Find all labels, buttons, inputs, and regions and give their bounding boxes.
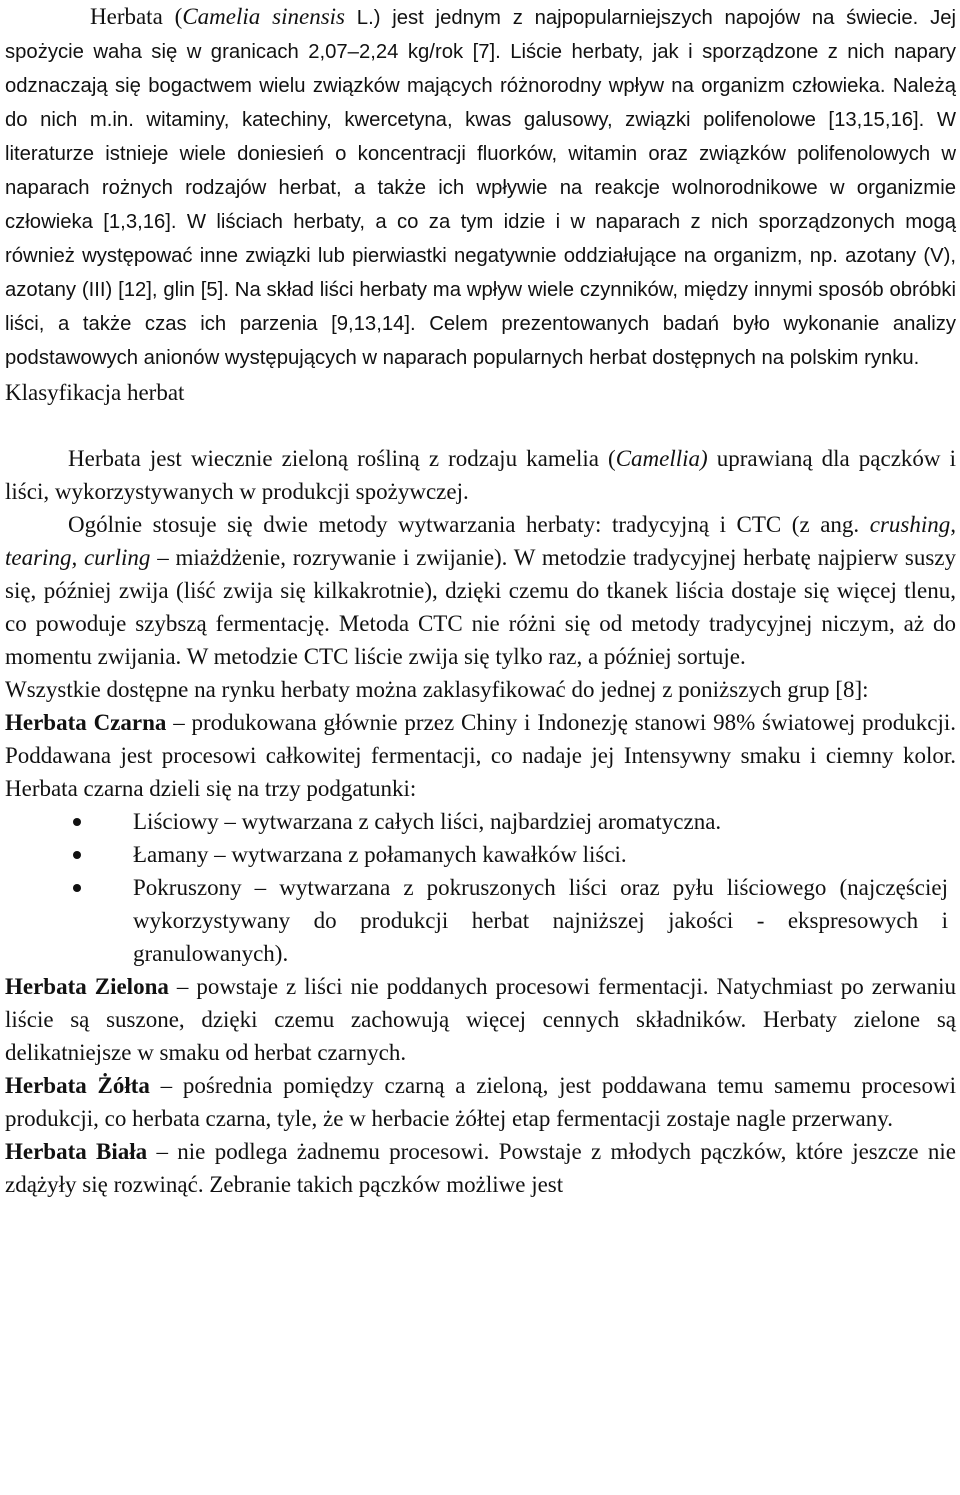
bullet-icon xyxy=(73,884,81,892)
intro-paragraph xyxy=(5,0,956,376)
intro-latin-name: Camelia sinensis xyxy=(182,4,346,29)
yellow-tea-paragraph xyxy=(5,1069,956,1135)
green-tea-desc: – powstaje z liści nie poddanych procesowi fermentacji. Natychmiast po zerwaniu liście są suszone, dzięki czemu zachowują więcej cennych składników. Herbaty zielone są delikatniejsze w smaku od herbat czarnych. xyxy=(5,974,956,1065)
plant-text-end: uprawianą dla pączków i liści, wykorzystywanych w produkcji spożywczej. xyxy=(5,446,956,504)
list-item xyxy=(5,871,956,970)
white-tea-paragraph xyxy=(5,1135,956,1201)
subtype-text: Pokruszony – wytwarzana z pokruszonych liści oraz pyłu liściowego (najczęściej wykorzystywany do produkcji herbat najniższej jakości - ekspresowych i granulowanych). xyxy=(133,875,948,966)
bullet-icon xyxy=(73,818,81,826)
intro-lead: Herbata ( xyxy=(90,4,183,29)
methods-text-end: – miażdżenie, rozrywanie i zwijanie). W metodzie tradycyjnej herbatę najpierw suszy się, później zwija (liść zwija się kilkakrotnie), dzięki czemu do tkanek liścia dostaje się więcej tlenu, co powoduje szybszą fermentację. Metoda CTC nie różni się od metody tradycyjnej niczym, aż do momentu zwijania. W metodzie CTC liście zwija się tylko raz, a później sortuje. xyxy=(5,545,956,669)
list-item xyxy=(5,838,956,871)
section-title: Klasyfikacja herbat xyxy=(5,380,185,405)
plant-latin-name: Camellia) xyxy=(615,446,708,471)
bullet-icon xyxy=(73,851,81,859)
black-tea-term: Herbata Czarna xyxy=(5,710,167,735)
green-tea-term: Herbata Zielona xyxy=(5,974,169,999)
yellow-tea-term: Herbata Żółta xyxy=(5,1073,150,1098)
white-tea-desc: – nie podlega żadnemu procesowi. Powstaje z młodych pączków, które jeszcze nie zdążyły się rozwinąć. Zebranie takich pączków możliwe jest xyxy=(5,1139,956,1197)
white-tea-term: Herbata Biała xyxy=(5,1139,148,1164)
list-item xyxy=(5,805,956,838)
intro-third: Na skład liści herbaty ma wpływ wiele czynników, między innymi sposób obróbki liści, a także czas ich parzenia [9,13,14]. Celem prezentowanych badań było wykonanie analizy podstawowych anionów występujących w naparach popularnych herbat dostępnych na polskim rynku. xyxy=(5,279,957,369)
subtype-text: Liściowy – wytwarzana z całych liści, najbardziej aromatyczna. xyxy=(133,809,722,834)
subtype-text: Łamany – wytwarzana z połamanych kawałków liści. xyxy=(133,842,627,867)
methods-english-term: crushing, tearing, curling xyxy=(5,512,956,570)
intro-body: L.) jest jednym z najpopularniejszych napojów na świecie. Jej spożycie waha się w granicach 2,07–2,24 kg/rok [7]. Liście herbaty, jak i sporządzone z nich napary odznaczają się bogactwem wielu związków mających różnorodny wpływ na organizm człowieka. Należą do nich m.in. witaminy, katechiny, kwercetyna, kwas galusowy, związki polifenolowe [13,15,16]. W literaturze istnieje wiele doniesień o koncentracji fluorków, witamin oraz związków polifenolowych w naparach rożnych rodzajów herbat, a także ich wpływie na reakcje wolnorodnikowe w organizmie człowieka [1,3,16]. xyxy=(5,7,957,233)
black-tea-paragraph xyxy=(5,706,956,805)
methods-text: Ogólnie stosuje się dwie metody wytwarzania herbaty: tradycyjną i CTC (z ang. xyxy=(68,512,870,537)
paragraph-plant xyxy=(5,442,956,508)
paragraph-methods xyxy=(5,508,956,673)
plant-text: Herbata jest wiecznie zieloną rośliną z rodzaju kamelia ( xyxy=(68,446,616,471)
spacer xyxy=(5,409,956,442)
paragraph-groups: Wszystkie dostępne na rynku herbaty można zaklasyfikować do jednej z poniższych grup [8]: xyxy=(5,677,869,702)
green-tea-paragraph xyxy=(5,970,956,1069)
document-page xyxy=(5,0,956,1201)
yellow-tea-desc: – pośrednia pomiędzy czarną a zieloną, jest poddawana temu samemu procesowi produkcji, co herbata czarna, tyle, że w herbacie żółtej etap fermentacji zostaje nagle przerwany. xyxy=(5,1073,956,1131)
intro-second: W liściach herbaty, a co za tym idzie i w naparach z nich sporządzonych mogą również występować inne związki lub pierwiastki negatywnie oddziałujące na organizm, np. azotany (V), azotany (III) [12], glin [5]. xyxy=(5,211,956,301)
black-tea-desc: – produkowana głównie przez Chiny i Indonezję stanowi 98% światowej produkcji. Poddawana jest procesowi całkowitej fermentacji, co nadaje jej Intensywny smaku i ciemny kolor. Herbata czarna dzieli się na trzy podgatunki: xyxy=(5,710,957,801)
black-tea-subtypes xyxy=(5,805,956,970)
